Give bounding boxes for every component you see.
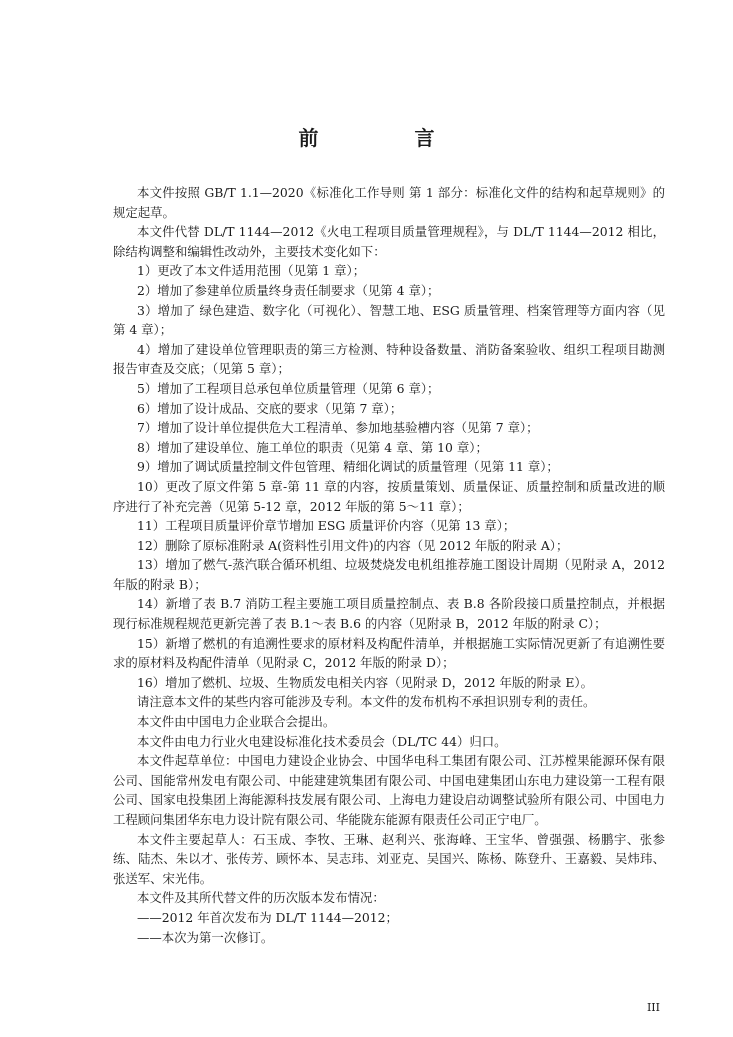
change-item: 13）增加了燃气-蒸汽联合循环机组、垃圾焚烧发电机组推荐施工图设计周期（见附录 A，2012 年版的附录 B）；	[113, 557, 665, 592]
change-item: 14）新增了表 B.7 消防工程主要施工项目质量控制点、表 B.8 各阶段接口质量控制点，并根据现行标准规程规范更新完善了表 B.1～表 B.6 的内容（见附录 B，2012 年版的附录 C）；	[113, 596, 665, 632]
version-history-heading: 本文件及其所代替文件的历次版本发布情况：	[137, 890, 385, 906]
committee-statement: 本文件由电力行业火电建设标准化技术委员会（DL/TC 44）归口。	[137, 733, 507, 749]
change-item: 1）更改了本文件适用范围（见第 1 章）；	[137, 263, 366, 279]
patent-notice: 请注意本文件的某些内容可能涉及专利。本文件的发布机构不承担识别专利的责任。	[137, 694, 596, 710]
change-item: 8）增加了建设单位、施工单位的职责（见第 4 章、第 10 章）；	[137, 439, 488, 455]
page-title: 前 言	[298, 126, 473, 150]
intro-paragraph: 本文件按照 GB/T 1.1—2020《标准化工作导则 第 1 部分：标准化文件的结构和起草规则》的规定起草。	[113, 185, 665, 220]
change-item: 3）增加了 绿色建造、数字化（可视化）、智慧工地、ESG 质量管理、档案管理等方面内容（见第 4 章）；	[113, 302, 665, 338]
change-item: 2）增加了参建单位质量终身责任制要求（见第 4 章）；	[137, 282, 440, 298]
changes-list	[113, 261, 665, 692]
change-item: 12）删除了原标准附录 A(资料性引用文件)的内容（见 2012 年版的附录 A）；	[137, 537, 569, 553]
change-item: 11）工程项目质量评价章节增加 ESG 质量评价内容（见第 13 章）；	[137, 518, 516, 534]
change-item: 15）新增了燃机的有追溯性要求的原材料及构配件清单，并根据施工实际情况更新了有追溯性要求的原材料及构配件清单（见附录 C，2012 年版的附录 D）；	[113, 635, 665, 671]
change-item: 16）增加了燃机、垃圾、生物质发电相关内容（见附录 D，2012 年版的附录 E）。	[137, 674, 594, 690]
drafting-units: 本文件起草单位：中国电力建设企业协会、中国华电科工集团有限公司、江苏樘果能源环保有限公司、国能常州发电有限公司、中能建建筑集团有限公司、中国电建集团山东电力建设第一工程有限公司、国家电投集团上海能源科技发展有限公司、上海电力建设启动调整试验所有限公司、中国电力工程顾问集团华东电力设计院有限公司、华能陇东能源有限责任公司正宁电厂。	[113, 753, 665, 827]
version-history-item: ——2012 年首次发布为 DL/T 1144—2012；	[137, 909, 398, 925]
change-item: 10）更改了原文件第 5 章-第 11 章的内容，按质量策划、质量保证、质量控制和质量改进的顺序进行了补充完善（见第 5-12 章，2012 年版的第 5～11 章）；	[113, 478, 665, 514]
replacement-paragraph: 本文件代替 DL/T 1144—2012《火电工程项目质量管理规程》，与 DL/T 1144—2012 相比，除结构调整和编辑性改动外，主要技术变化如下：	[113, 224, 665, 259]
change-item: 5）增加了工程项目总承包单位质量管理（见第 6 章）；	[137, 380, 440, 396]
page-number: III	[646, 1001, 660, 1014]
foreword-body	[113, 183, 665, 947]
proposer-statement: 本文件由中国电力企业联合会提出。	[137, 714, 336, 730]
change-item: 7）增加了设计单位提供危大工程清单、参加地基验槽内容（见第 7 章）；	[137, 420, 539, 436]
version-history-item: ——本次为第一次修订。	[137, 929, 274, 945]
main-drafters: 本文件主要起草人：石玉成、李牧、王琳、赵利兴、张海峰、王宝华、曾强强、杨鹏宇、张参练、陆杰、朱以才、张传芳、顾怀本、吴志玮、刘亚克、吴国兴、陈杨、陈登升、王嘉毅、吴炜玮、张送军、宋光伟。	[113, 831, 665, 886]
change-item: 4）增加了建设单位管理职责的第三方检测、特种设备数量、消防备案验收、组织工程项目勘测报告审查及交底；（见第 5 章）；	[113, 341, 665, 377]
change-item: 6）增加了设计成品、交底的要求（见第 7 章）；	[137, 400, 403, 416]
change-item: 9）增加了调试质量控制文件包管理、精细化调试的质量管理（见第 11 章）；	[137, 459, 559, 475]
